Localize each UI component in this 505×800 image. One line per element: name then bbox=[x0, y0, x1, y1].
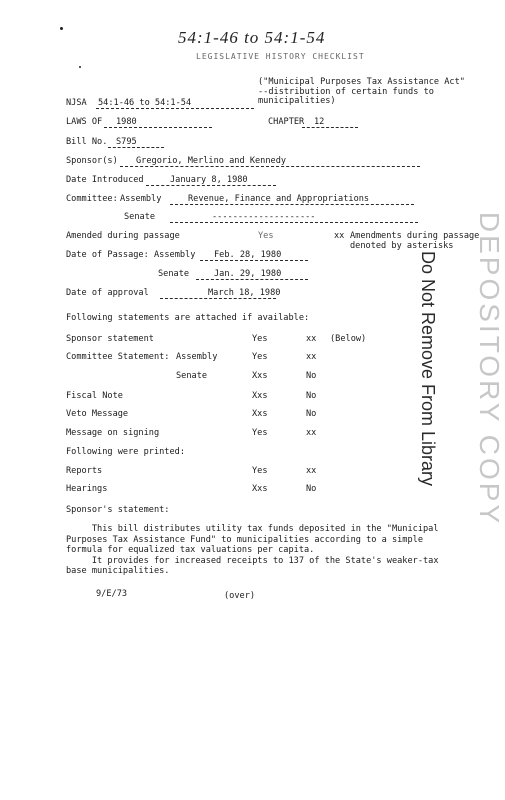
committee-senate-underline bbox=[170, 222, 418, 223]
njsa-label: NJSA bbox=[66, 98, 87, 108]
statement-no: xx bbox=[306, 352, 317, 362]
footer-over: (over) bbox=[224, 591, 256, 601]
statement-label: Message on signing bbox=[66, 428, 160, 438]
chapter-underline bbox=[302, 127, 358, 128]
printed-yes: Yes bbox=[252, 466, 268, 476]
date-introduced-label: Date Introduced bbox=[66, 175, 144, 185]
njsa-underline bbox=[96, 108, 254, 109]
chapter-label: CHAPTER bbox=[268, 117, 305, 127]
statement-yes: Xxs bbox=[252, 391, 268, 401]
committee-senate-label: Senate bbox=[124, 212, 156, 222]
printed-no: xx bbox=[306, 466, 317, 476]
statement-label: Veto Message bbox=[66, 409, 129, 419]
printed-no: No bbox=[306, 484, 317, 494]
njsa-value: 54:1-46 to 54:1-54 bbox=[98, 98, 192, 108]
passage-assembly-value: Feb. 28, 1980 bbox=[214, 250, 282, 260]
printed-yes: Xxs bbox=[252, 484, 268, 494]
handwritten-range: 54:1-46 to 54:1-54 bbox=[178, 28, 326, 47]
statement-no: xx bbox=[306, 334, 317, 344]
bill-label: Bill No. bbox=[66, 137, 108, 147]
statement-yes: Yes bbox=[252, 428, 268, 438]
statement-yes: Yes bbox=[252, 334, 268, 344]
bill-underline bbox=[108, 147, 164, 148]
amended-label: Amended during passage bbox=[66, 231, 180, 241]
printed-label: Reports bbox=[66, 466, 103, 476]
sponsor-statement-heading: Sponsor's statement: bbox=[66, 505, 170, 515]
printed-label: Hearings bbox=[66, 484, 108, 494]
sponsors-underline bbox=[120, 166, 420, 167]
chapter-value: 12 bbox=[314, 117, 325, 127]
printed-heading: Following were printed: bbox=[66, 447, 185, 457]
passage-label: Date of Passage: bbox=[66, 250, 149, 260]
statement-no: xx bbox=[306, 428, 317, 438]
approval-value: March 18, 1980 bbox=[208, 288, 281, 298]
amend-mark: xx bbox=[334, 231, 345, 241]
laws-label: LAWS OF bbox=[66, 117, 103, 127]
sponsor-statement-text: This bill distributes utility tax funds deposited in the "Municipal Purposes Tax Assistance Fund" to municipalities according to a simple formula for equalized tax valuations per capita. It provides for increased receipts to 137 of the State's weaker-tax base municipalities. bbox=[66, 524, 439, 576]
amend-note: Amendments during passage denoted by asterisks bbox=[350, 231, 480, 251]
date-introduced-value: January 8, 1980 bbox=[170, 175, 248, 185]
statement-sub: Senate bbox=[176, 371, 208, 381]
statement-note: (Below) bbox=[330, 334, 367, 344]
approval-underline bbox=[160, 298, 276, 299]
passage-senate-label: Senate bbox=[158, 269, 190, 279]
laws-value: 1980 bbox=[116, 117, 137, 127]
approval-label: Date of approval bbox=[66, 288, 149, 298]
sponsors-label: Sponsor(s) bbox=[66, 156, 118, 166]
stamp-small-text: Do Not Remove From Library bbox=[418, 250, 439, 487]
statement-no: No bbox=[306, 409, 317, 419]
stray-mark bbox=[60, 27, 63, 30]
statements-heading: Following statements are attached if available: bbox=[66, 313, 310, 323]
stamp-large-text: DEPOSITORY COPY bbox=[474, 211, 505, 527]
passage-senate-underline bbox=[196, 279, 308, 280]
statement-sub: Assembly bbox=[176, 352, 218, 362]
sponsors-value: Gregorio, Merlino and Kennedy bbox=[136, 156, 287, 166]
committee-assembly-value: Revenue, Finance and Appropriations bbox=[188, 194, 370, 204]
stray-mark bbox=[79, 66, 81, 68]
passage-assembly-label: Assembly bbox=[154, 250, 196, 260]
statement-label: Fiscal Note bbox=[66, 391, 123, 401]
statement-yes: Yes bbox=[252, 352, 268, 362]
act-title: ("Municipal Purposes Tax Assistance Act" --distribution of certain funds to municipalities) bbox=[258, 77, 465, 107]
footer-code: 9/E/73 bbox=[96, 589, 128, 599]
passage-senate-value: Jan. 29, 1980 bbox=[214, 269, 282, 279]
bill-value: S795 bbox=[116, 137, 137, 147]
laws-underline bbox=[104, 127, 212, 128]
committee-assembly-underline bbox=[170, 204, 414, 205]
committee-assembly-label: Assembly bbox=[120, 194, 162, 204]
committee-label: Committee: bbox=[66, 194, 118, 204]
passage-assembly-underline bbox=[200, 260, 308, 261]
statement-label: Committee Statement: bbox=[66, 352, 170, 362]
statement-no: No bbox=[306, 371, 317, 381]
date-introduced-underline bbox=[146, 185, 276, 186]
checklist-title: LEGISLATIVE HISTORY CHECKLIST bbox=[196, 52, 365, 61]
statement-yes: Xxs bbox=[252, 409, 268, 419]
statement-yes: Xxs bbox=[252, 371, 268, 381]
statement-label: Sponsor statement bbox=[66, 334, 154, 344]
amended-value: Yes bbox=[258, 231, 274, 241]
committee-senate-value: -------------------- bbox=[212, 212, 316, 222]
statement-no: No bbox=[306, 391, 317, 401]
